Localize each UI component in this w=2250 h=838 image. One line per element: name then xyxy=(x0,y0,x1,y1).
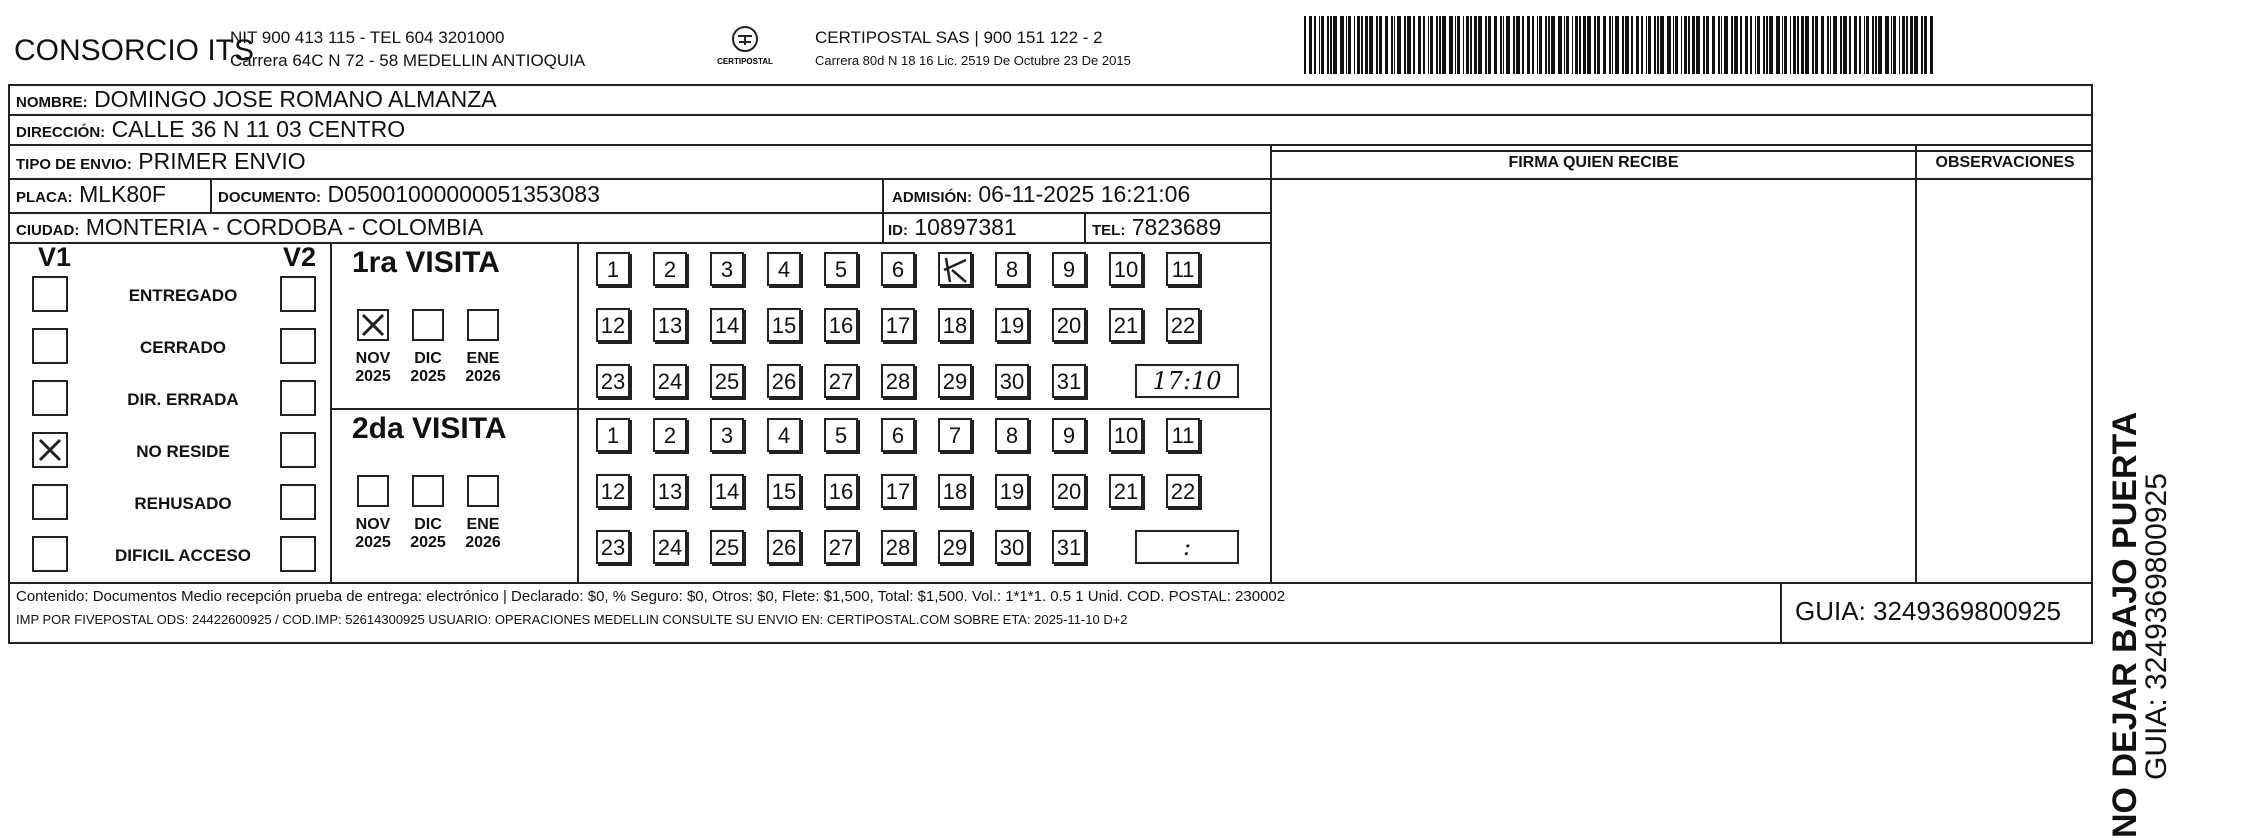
day-box[interactable]: 26 xyxy=(767,364,801,398)
company-name: CONSORCIO ITS xyxy=(14,34,255,67)
day-box[interactable]: 17 xyxy=(881,474,915,508)
footer-content: Contenido: Documentos Medio recepción prueba de entrega: electrónico | Declarado: $0, % Seguro: $0, Otros: $0, Flete: $1,500, Total: $1,500. Vol.: 1*1*1. 0.5 1 Unid. COD. POSTAL: 230002 xyxy=(16,588,1286,605)
admision-label: ADMISIÓN: xyxy=(892,189,972,206)
day-box[interactable]: 5 xyxy=(824,418,858,452)
v1-checkbox[interactable] xyxy=(32,536,68,572)
month-name: NOV xyxy=(355,350,391,367)
direccion-row xyxy=(16,116,405,143)
status-label: DIR. ERRADA xyxy=(127,390,239,409)
day-box[interactable]: 20 xyxy=(1052,308,1086,342)
tipo-value: PRIMER ENVIO xyxy=(138,148,306,174)
v1-header: V1 xyxy=(38,242,72,272)
day-box[interactable]: 21 xyxy=(1109,474,1143,508)
day-box[interactable]: 5 xyxy=(824,252,858,286)
day-box[interactable]: 13 xyxy=(653,474,687,508)
month-checkbox[interactable] xyxy=(467,309,499,341)
status-label: DIFICIL ACCESO xyxy=(114,546,251,565)
day-box[interactable]: 27 xyxy=(824,364,858,398)
day-box[interactable]: 30 xyxy=(995,364,1029,398)
v2-checkbox[interactable] xyxy=(280,536,316,572)
month-year: 2025 xyxy=(355,534,391,551)
footer-guia: GUIA: 3249369800925 xyxy=(1795,596,2061,626)
day-box[interactable]: 11 xyxy=(1166,252,1200,286)
nombre-label: NOMBRE: xyxy=(16,94,88,111)
day-box[interactable]: 17 xyxy=(881,308,915,342)
status-label: REHUSADO xyxy=(134,494,232,513)
day-box[interactable]: 25 xyxy=(710,364,744,398)
tel-value: 7823689 xyxy=(1131,214,1222,240)
side-warning: NO DEJAR BAJO PUERTA xyxy=(2106,411,2144,838)
v1-checkbox[interactable] xyxy=(32,484,68,520)
month-year: 2025 xyxy=(410,534,446,551)
month-name: NOV xyxy=(355,516,391,533)
visit-title: 2da VISITA xyxy=(352,412,507,445)
month-year: 2025 xyxy=(355,368,391,385)
v2-checkbox[interactable] xyxy=(280,380,316,416)
time-box[interactable]: : xyxy=(1135,530,1239,564)
visit-title: 1ra VISITA xyxy=(352,246,500,279)
day-box[interactable]: 31 xyxy=(1052,364,1086,398)
documento-row xyxy=(218,181,600,208)
v2-checkbox[interactable] xyxy=(280,484,316,520)
month-label xyxy=(456,516,510,552)
month-label xyxy=(346,350,400,386)
certipostal-info xyxy=(815,26,1131,72)
placa-label: PLACA: xyxy=(16,189,73,206)
day-box[interactable]: 3 xyxy=(710,252,744,286)
status-label: ENTREGADO xyxy=(128,286,238,305)
status-label: CERRADO xyxy=(140,338,226,357)
day-box[interactable]: 30 xyxy=(995,530,1029,564)
admision-row xyxy=(892,181,1190,208)
month-label xyxy=(346,516,400,552)
day-box[interactable]: 10 xyxy=(1109,418,1143,452)
month-checkbox[interactable] xyxy=(357,475,389,507)
certipostal-nit: CERTIPOSTAL SAS | 900 151 122 - 2 xyxy=(815,28,1103,47)
barcode xyxy=(1300,16,1940,74)
day-box[interactable]: 26 xyxy=(767,530,801,564)
day-box[interactable]: 14 xyxy=(710,308,744,342)
direccion-label: DIRECCIÓN: xyxy=(16,124,106,141)
day-box[interactable] xyxy=(938,252,972,286)
day-box[interactable]: 29 xyxy=(938,530,972,564)
month-checkbox[interactable] xyxy=(412,309,444,341)
day-box[interactable]: 20 xyxy=(1052,474,1086,508)
month-label xyxy=(456,350,510,386)
company-nit: NIT 900 413 115 - TEL 604 3201000 xyxy=(230,28,505,47)
day-box[interactable]: 23 xyxy=(596,364,630,398)
month-year: 2025 xyxy=(410,368,446,385)
day-box[interactable]: 18 xyxy=(938,308,972,342)
day-box[interactable]: 3 xyxy=(710,418,744,452)
day-box[interactable]: 10 xyxy=(1109,252,1143,286)
x-mark-icon xyxy=(940,254,970,284)
nombre-value: DOMINGO JOSE ROMANO ALMANZA xyxy=(94,86,497,112)
month-year: 2026 xyxy=(465,368,501,385)
company-address: Carrera 64C N 72 - 58 MEDELLIN ANTIOQUIA xyxy=(230,51,586,70)
ciudad-value: MONTERIA - CORDOBA - COLOMBIA xyxy=(85,214,484,240)
month-checkbox[interactable] xyxy=(467,475,499,507)
direccion-value: CALLE 36 N 11 03 CENTRO xyxy=(111,116,406,142)
day-box[interactable]: 6 xyxy=(881,252,915,286)
day-box[interactable]: 15 xyxy=(767,474,801,508)
day-box[interactable]: 24 xyxy=(653,364,687,398)
observations-area[interactable] xyxy=(1917,180,2091,580)
day-box[interactable]: 13 xyxy=(653,308,687,342)
side-guia: GUIA: 3249369800925 xyxy=(2140,473,2173,780)
day-box[interactable]: 1 xyxy=(596,418,630,452)
nombre-row xyxy=(16,86,497,113)
day-box[interactable]: 24 xyxy=(653,530,687,564)
company-info xyxy=(230,26,585,72)
day-box[interactable]: 22 xyxy=(1166,308,1200,342)
certipostal-logo xyxy=(710,24,780,68)
day-box[interactable]: 28 xyxy=(881,530,915,564)
month-name: ENE xyxy=(466,350,500,367)
day-box[interactable]: 4 xyxy=(767,252,801,286)
id-label: ID: xyxy=(888,222,908,239)
placa-value: MLK80F xyxy=(79,181,166,207)
day-box[interactable]: 19 xyxy=(995,474,1029,508)
day-box[interactable]: 27 xyxy=(824,530,858,564)
day-box[interactable]: 6 xyxy=(881,418,915,452)
day-box[interactable]: 14 xyxy=(710,474,744,508)
v2-checkbox[interactable] xyxy=(280,328,316,364)
day-box[interactable]: 31 xyxy=(1052,530,1086,564)
admision-value: 06-11-2025 16:21:06 xyxy=(978,181,1191,207)
v2-checkbox[interactable] xyxy=(280,276,316,312)
id-value: 10897381 xyxy=(914,214,1017,240)
id-row xyxy=(888,214,1017,241)
month-checkbox[interactable] xyxy=(357,309,389,341)
day-box[interactable]: 15 xyxy=(767,308,801,342)
firma-header: FIRMA QUIEN RECIBE xyxy=(1508,154,1679,171)
v1-checkbox[interactable] xyxy=(32,328,68,364)
day-box[interactable]: 22 xyxy=(1166,474,1200,508)
tipo-row xyxy=(16,148,306,175)
observaciones-header: OBSERVACIONES xyxy=(1935,154,2075,171)
day-box[interactable]: 8 xyxy=(995,252,1029,286)
signature-area[interactable] xyxy=(1272,180,1913,580)
v1-checkbox[interactable] xyxy=(32,276,68,312)
day-box[interactable]: 16 xyxy=(824,308,858,342)
day-box[interactable]: 25 xyxy=(710,530,744,564)
v1-checkbox[interactable] xyxy=(32,380,68,416)
month-name: DIC xyxy=(414,350,442,367)
tipo-label: TIPO DE ENVIO: xyxy=(16,156,132,173)
month-name: ENE xyxy=(466,516,500,533)
tel-label: TEL: xyxy=(1092,222,1126,239)
ciudad-label: CIUDAD: xyxy=(16,222,80,239)
v2-checkbox[interactable] xyxy=(280,432,316,468)
certipostal-license: Carrera 80d N 18 16 Lic. 2519 De Octubre 23 De 2015 xyxy=(815,53,1131,68)
day-box[interactable]: 29 xyxy=(938,364,972,398)
day-box[interactable]: 12 xyxy=(596,308,630,342)
time-box[interactable]: 17:10 xyxy=(1135,364,1239,398)
day-box[interactable]: 8 xyxy=(995,418,1029,452)
svg-text:CERTIPOSTAL: CERTIPOSTAL xyxy=(717,57,773,66)
status-label: NO RESIDE xyxy=(136,442,230,461)
month-label xyxy=(401,350,455,386)
x-mark-icon xyxy=(359,311,387,339)
placa-row xyxy=(16,181,166,208)
v1-checkbox[interactable] xyxy=(32,432,68,468)
day-box[interactable]: 23 xyxy=(596,530,630,564)
x-mark-icon xyxy=(34,434,66,466)
day-box[interactable]: 21 xyxy=(1109,308,1143,342)
tel-row xyxy=(1092,214,1221,241)
month-label xyxy=(401,516,455,552)
documento-value: D05001000000051353083 xyxy=(327,181,600,207)
day-box[interactable]: 2 xyxy=(653,418,687,452)
day-box[interactable]: 19 xyxy=(995,308,1029,342)
month-checkbox[interactable] xyxy=(412,475,444,507)
footer-print-info: IMP POR FIVEPOSTAL ODS: 24422600925 / COD.IMP: 52614300925 USUARIO: OPERACIONES MEDELLIN CONSULTE SU ENVIO EN: CERTIPOSTAL.COM SOBRE ETA: 2025-11-10 D+2 xyxy=(16,612,1128,627)
ciudad-row xyxy=(16,214,483,241)
month-year: 2026 xyxy=(465,534,501,551)
day-box[interactable]: 2 xyxy=(653,252,687,286)
day-box[interactable]: 7 xyxy=(938,418,972,452)
day-box[interactable]: 9 xyxy=(1052,418,1086,452)
day-box[interactable]: 9 xyxy=(1052,252,1086,286)
day-box[interactable]: 1 xyxy=(596,252,630,286)
day-box[interactable]: 16 xyxy=(824,474,858,508)
v2-header: V2 xyxy=(283,242,317,272)
documento-label: DOCUMENTO: xyxy=(218,189,322,206)
day-box[interactable]: 18 xyxy=(938,474,972,508)
day-box[interactable]: 4 xyxy=(767,418,801,452)
day-box[interactable]: 12 xyxy=(596,474,630,508)
day-box[interactable]: 11 xyxy=(1166,418,1200,452)
month-name: DIC xyxy=(414,516,442,533)
day-box[interactable]: 28 xyxy=(881,364,915,398)
